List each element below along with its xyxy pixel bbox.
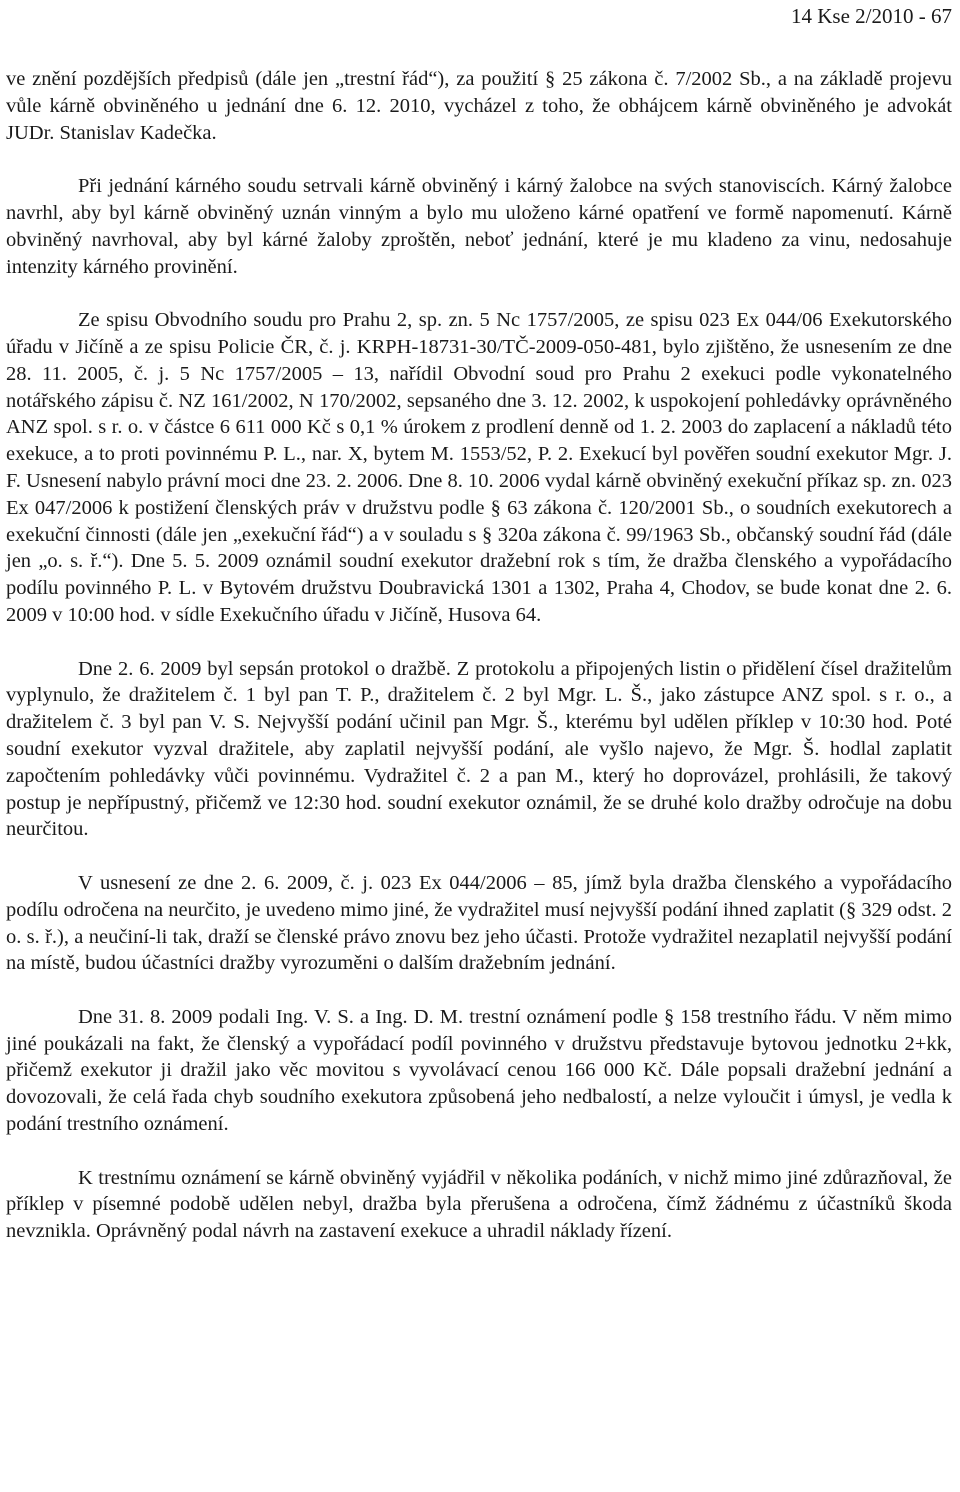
paragraph-4: Dne 2. 6. 2009 byl sepsán protokol o dražbě. Z protokolu a připojených listin o přidělení čísel dražitelům vyplynulo, že dražitelem č. 1 byl pan T. P., dražitelem č. 2 byl Mgr. L. Š., jako zástupce ANZ spol. s r. o., a dražitelem č. 3 byl pan V. S. Nejvyšší podání učinil pan Mgr. Š., kterému byl udělen příklep v 10:30 hod. Poté soudní exekutor vyzval dražitele, aby zaplatil nejvyšší podání, ale vyšlo najevo, že Mgr. Š. hodlal zaplatit započtením pohledávky vůči povinnému. Vydražitel č. 2 a pan M., který ho doprovázel, prohlásili, že takový postup je nepřípustný, přičemž ve 12:30 hod. soudní exekutor oznámil, že se druhé kolo dražby odročuje na dobu neurčitou. [6, 657, 952, 841]
paragraph-7: K trestnímu oznámení se kárně obviněný vyjádřil v několika podáních, v nichž mimo jiné zdůrazňoval, že příklep v písemné podobě udělen nebyl, dražba byla přerušena a odročena, čímž žádnému z účastníků škoda nevznikla. Oprávněný podal návrh na zastavení exekuce a uhradil náklady řízení. [6, 1166, 952, 1243]
paragraph-5: V usnesení ze dne 2. 6. 2009, č. j. 023 Ex 044/2006 – 85, jímž byla dražba členského a vypořádacího podílu odročena na neurčito, je uvedeno mimo jiné, že vydražitel musí nejvyšší podání ihned zaplatit (§ 329 odst. 2 o. s. ř.), a neučiní-li tak, draží se členské právo znovu bez jeho účasti. Protože vydražitel nezaplatil nejvyšší podání na místě, budou účastníci dražby vyrozuměni o dalším dražebním jednání. [6, 871, 952, 975]
paragraph-gap [6, 146, 952, 173]
case-number-header: 14 Kse 2/2010 - 67 [791, 4, 952, 28]
paragraph-1: ve znění pozdějších předpisů (dále jen „trestní řád“), za použití § 25 zákona č. 7/2002 Sb., a na základě projevu vůle kárně obviněného u jednání dne 6. 12. 2010, vycházel z toho, že obhájcem kárně obviněného je advokát JUDr. Stanislav Kadečka. [6, 68, 952, 144]
paragraph-gap [6, 1138, 952, 1165]
paragraph-2: Při jednání kárného soudu setrvali kárně obviněný i kárný žalobce na svých stanoviscích. Kárný žalobce navrhl, aby byl kárně obviněný uznán vinným a bylo mu uloženo kárné opatření ve formě napomenutí. Kárně obviněný navrhoval, aby byl kárné žaloby zproštěn, neboť jednání, které je mu kladeno za vinu, nedosahuje intenzity kárného provinění. [6, 175, 952, 278]
paragraph-3: Ze spisu Obvodního soudu pro Prahu 2, sp. zn. 5 Nc 1757/2005, ze spisu 023 Ex 044/06 Exekutorského úřadu v Jičíně a ze spisu Policie ČR, č. j. KRPH-18731-30/TČ-2009-050-481, bylo zjištěno, že usnesením ze dne 28. 11. 2005, č. j. 5 Nc 1757/2005 – 13, nařídil Obvodní soud pro Prahu 2 exekuci podle vykonatelného notářského zápisu č. NZ 161/2002, N 170/2002, sepsaného dne 3. 12. 2002, k uspokojení pohledávky oprávněného ANZ spol. s r. o. v částce 6 611 000 Kč s 0,1 % úrokem z prodlení denně od 1. 2. 2003 do zaplacení a nákladů této exekuce, a to proti povinnému P. L., nar. X, bytem M. 1553/52, P. 2. Exekucí byl pověřen soudní exekutor Mgr. J. F. Usnesení nabylo právní moci dne 23. 2. 2006. Dne 8. 10. 2006 vydal kárně obviněný exekuční příkaz sp. zn. 023 Ex 047/2006 k postižení členských práv v družstvu podle § 63 zákona č. 120/2001 Sb., o soudních exekutorech a exekuční činnosti (dále jen „exekuční řád“) a v souladu s § 320a zákona č. 99/1963 Sb., občanský soudní řád (dále jen „o. s. ř.“). Dne 5. 5. 2009 oznámil soudní exekutor dražební rok s tím, že dražba členského a vypořádacího podílu povinného P. L. v Bytovém družstvu Doubravická 1301 a 1302, Praha 4, Chodov, se bude konat dne 2. 6. 2009 v 10:00 hod. v sídle Exekučního úřadu v Jičíně, Husova 64. [6, 309, 952, 626]
paragraph-gap [6, 280, 952, 307]
document-body [6, 66, 952, 1245]
paragraph-gap [6, 629, 952, 656]
paragraph-gap [6, 843, 952, 870]
paragraph-gap [6, 977, 952, 1004]
paragraph-6: Dne 31. 8. 2009 podali Ing. V. S. a Ing. D. M. trestní oznámení podle § 158 trestního řádu. V něm mimo jiné poukázali na fakt, že členský a vypořádací podíl povinného v družstvu představuje bytovou jednotku 2+kk, přičemž exekutor ji dražil jako věc movitou s vyvolávací cenou 166 000 Kč. Dále popsali dražební jednání a dovozovali, že celá řada chyb soudního exekutora způsobená jeho nedbalostí, a nelze vyloučit i úmysl, je vedla k podání trestního oznámení. [6, 1005, 952, 1136]
